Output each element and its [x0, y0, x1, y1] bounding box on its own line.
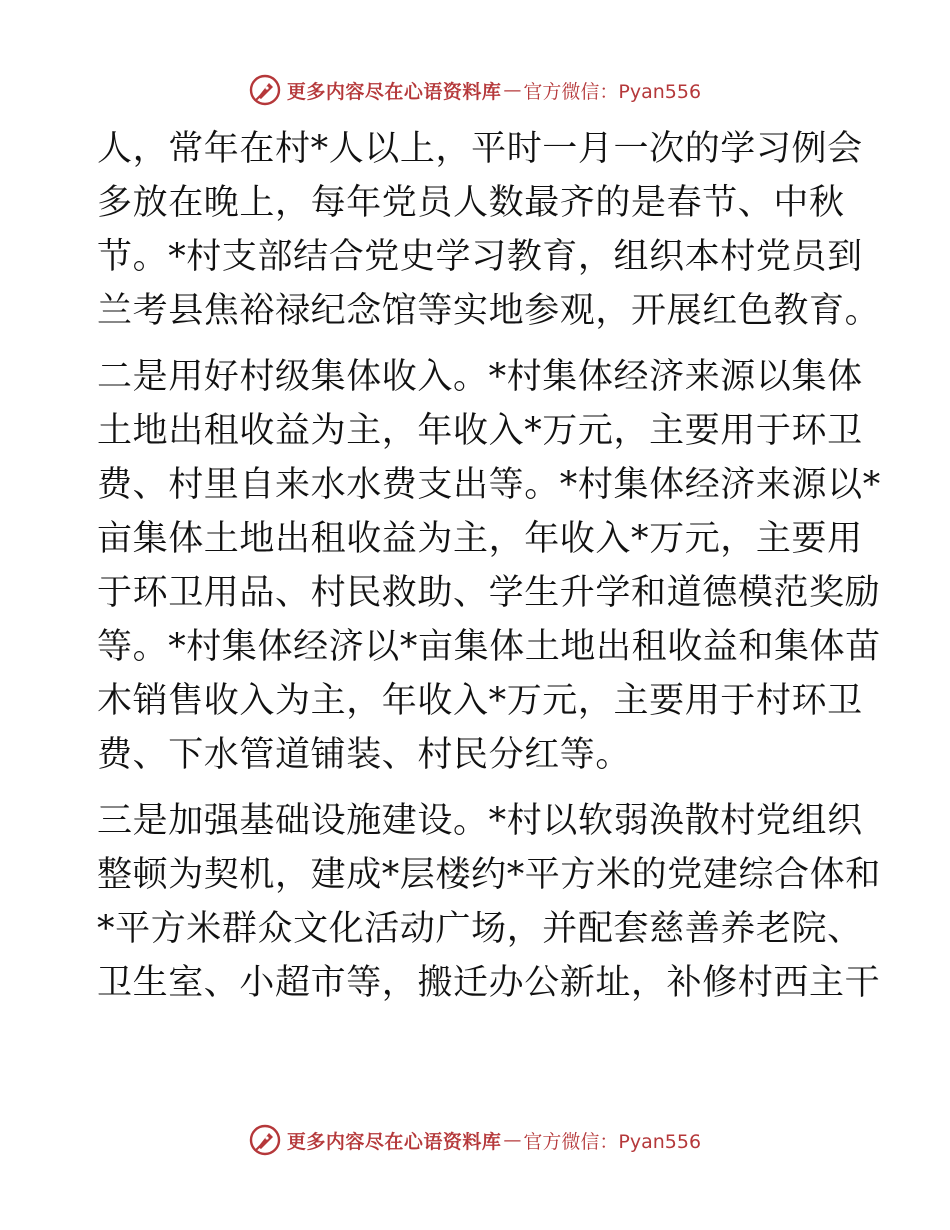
text-line: *平方米群众文化活动广场，并配套慈善养老院、	[97, 909, 863, 949]
paragraph	[97, 122, 881, 338]
text-line: 费、村里自来水水费支出等。*村集体经济来源以*	[97, 465, 881, 505]
document-body	[97, 122, 881, 1010]
text-line: 土地出租收益为主，年收入*万元，主要用于环卫	[97, 411, 863, 451]
text-line: 等。*村集体经济以*亩集体土地出租收益和集体苗	[97, 627, 881, 667]
banner-separator: —	[503, 1129, 522, 1151]
text-line: 兰考县焦裕禄纪念馆等实地参观，开展红色教育。	[97, 291, 881, 331]
text-line: 多放在晚上，每年党员人数最齐的是春节、中秋	[97, 183, 845, 223]
banner-title: 更多内容尽在心语资料库	[286, 1130, 502, 1153]
banner-title: 更多内容尽在心语资料库	[286, 80, 502, 103]
footer-banner	[0, 1120, 950, 1160]
text-line: 费、下水管道铺装、村民分红等。	[97, 735, 632, 775]
text-line: 整顿为契机，建成*层楼约*平方米的党建综合体和	[97, 855, 881, 895]
banner-separator: —	[503, 79, 522, 101]
paragraph	[97, 794, 881, 1010]
text-line: 三是加强基础设施建设。*村以软弱涣散村党组织	[97, 801, 863, 841]
text-line: 亩集体土地出租收益为主，年收入*万元，主要用	[97, 519, 863, 559]
text-line: 木销售收入为主，年收入*万元，主要用于村环卫	[97, 681, 863, 721]
pen-nib-logo-icon	[249, 74, 281, 106]
paragraph-gap	[97, 338, 857, 350]
text-line: 卫生室、小超市等，搬迁办公新址，补修村西主干	[97, 963, 881, 1003]
text-line: 于环卫用品、村民救助、学生升学和道德模范奖励	[97, 573, 881, 613]
paragraph	[97, 350, 881, 782]
header-banner	[0, 70, 950, 110]
text-line: 人，常年在村*人以上，平时一月一次的学习例会	[97, 129, 863, 169]
banner-contact: 官方微信：Pyan556	[523, 1130, 702, 1153]
pen-nib-logo-icon	[249, 1124, 281, 1156]
banner-contact: 官方微信：Pyan556	[523, 80, 702, 103]
paragraph-gap	[97, 782, 857, 794]
text-line: 节。*村支部结合党史学习教育，组织本村党员到	[97, 237, 863, 277]
text-line: 二是用好村级集体收入。*村集体经济来源以集体	[97, 357, 863, 397]
